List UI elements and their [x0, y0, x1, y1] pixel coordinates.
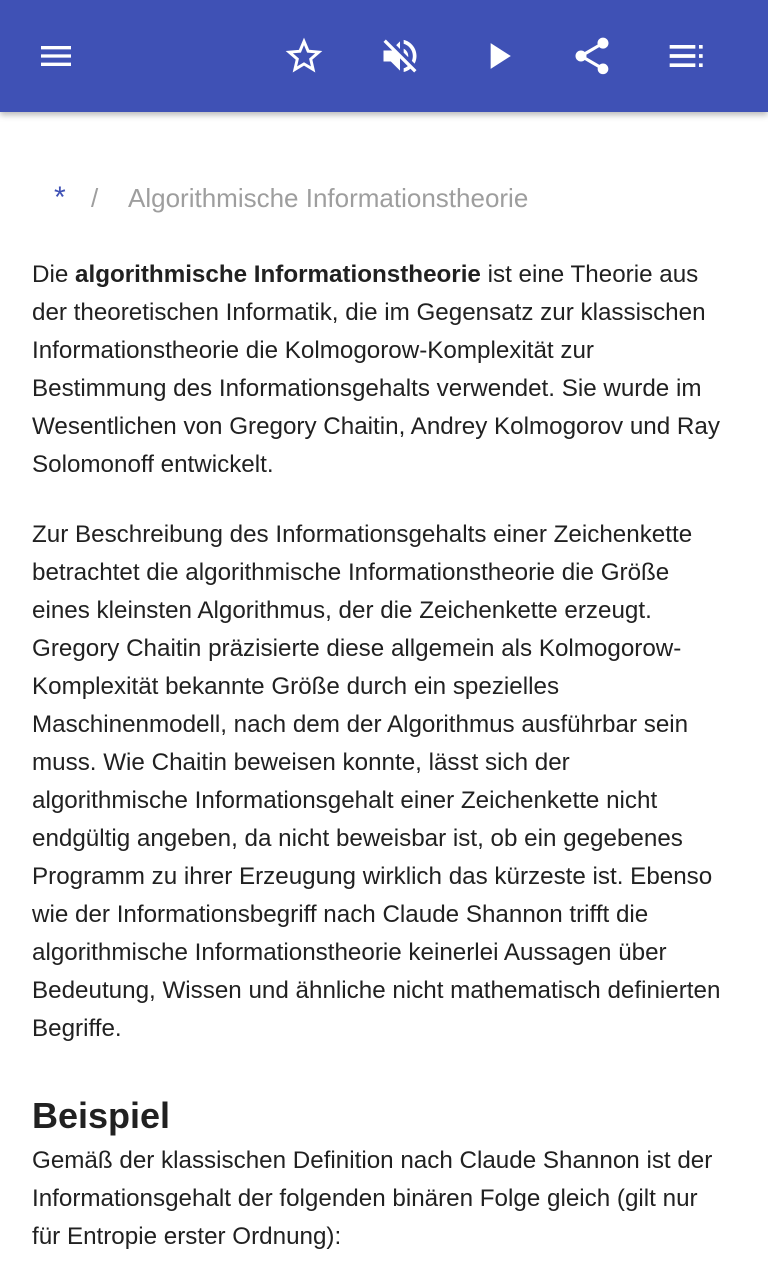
- breadcrumb: [0, 176, 768, 220]
- article-body: [32, 256, 732, 1256]
- menu-icon: [36, 36, 76, 76]
- app-bar: [0, 0, 768, 112]
- play-icon: [476, 34, 520, 78]
- list-icon: [666, 34, 710, 78]
- star-outline-icon: [282, 34, 326, 78]
- volume-off-icon: [378, 34, 422, 78]
- breadcrumb-separator: /: [91, 183, 99, 213]
- intro-bold-term: algorithmische Informationstheorie: [75, 261, 481, 288]
- table-of-contents-button[interactable]: [656, 24, 720, 88]
- intro-text-rest: ist eine Theorie aus der theoretischen Informatik, die im Gegensatz zur klassischen Informationstheorie die Kolmogorow-Komplexität zur Bestimmung des Informationsgehalts verwendet. Sie wurde im Wesentlichen von Gregory Chaitin, Andrey Kolmogorov und Ray Solomonoff entwickelt.: [32, 261, 720, 478]
- mute-button[interactable]: [368, 24, 432, 88]
- share-button[interactable]: [560, 24, 624, 88]
- menu-button[interactable]: [24, 24, 88, 88]
- favorite-button[interactable]: [272, 24, 336, 88]
- section-heading-beispiel: Beispiel: [32, 1095, 171, 1136]
- description-paragraph: Zur Beschreibung des Informationsgehalts einer Zeichenkette betrachtet die algorithmische Informationstheorie die Größe eines kleinsten Algorithmus, der die Zeichenkette erzeugt. Gregory Chaitin präzisierte diese allgemein als Kolmogorow-Komplexität bekannte Größe durch ein spezielles Maschinenmodell, nach dem der Algorithmus ausführbar sein muss. Wie Chaitin beweisen konnte, lässt sich der algorithmische Informationsgehalt einer Zeichenkette nicht endgültig angeben, da nicht beweisbar ist, ob ein gegebenes Programm zu ihrer Erzeugung wirklich das kürzeste ist. Ebenso wie der Informationsbegriff nach Claude Shannon trifft die algorithmische Informationstheorie keinerlei Aussagen über Bedeutung, Wissen und ähnliche nicht mathematisch definierten Begriffe.: [32, 521, 721, 1042]
- intro-text-start: Die: [32, 261, 76, 288]
- intro-paragraph: [32, 256, 732, 484]
- play-button[interactable]: [466, 24, 530, 88]
- breadcrumb-current: Algorithmische Informationstheorie: [128, 183, 529, 213]
- example-paragraph: Gemäß der klassischen Definition nach Claude Shannon ist der Informationsgehalt der folgenden binären Folge gleich (gilt nur für Entropie erster Ordnung):: [32, 1147, 713, 1250]
- share-icon: [570, 34, 614, 78]
- breadcrumb-home-link[interactable]: *: [54, 181, 66, 214]
